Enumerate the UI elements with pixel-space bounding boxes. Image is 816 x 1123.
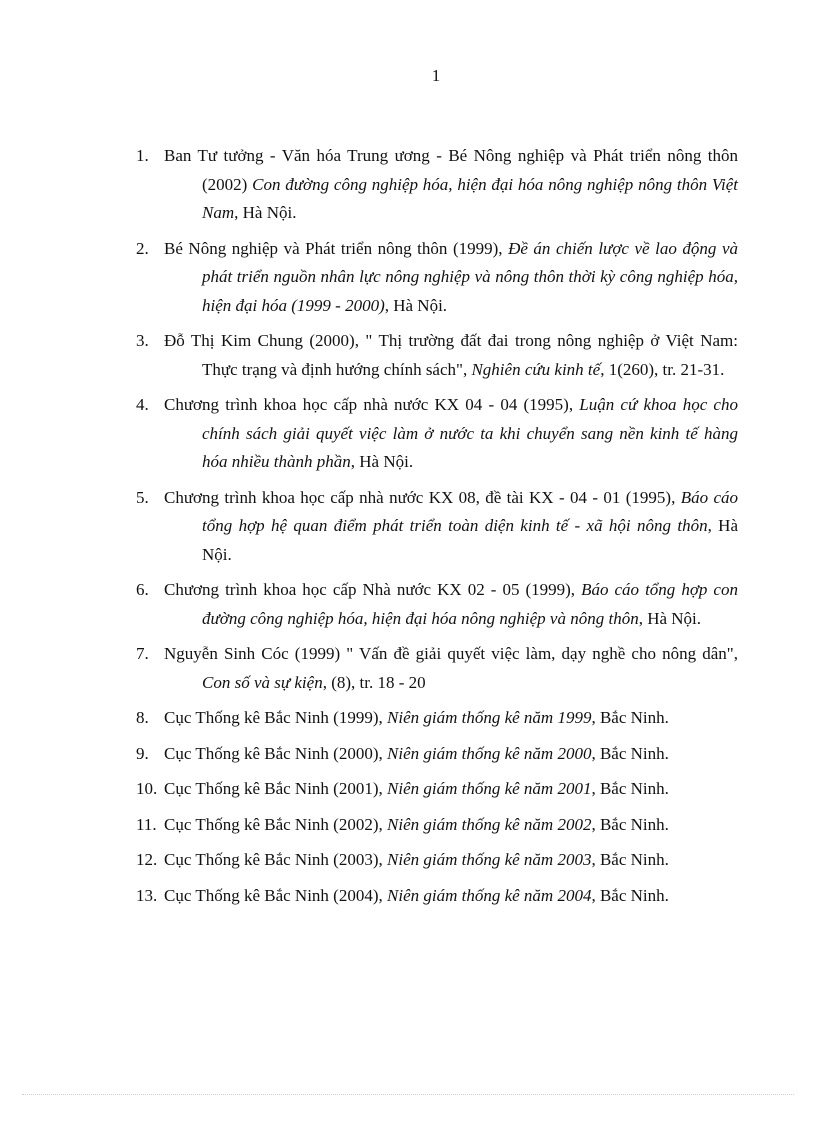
reference-authors: Cục Thống kê Bắc Ninh (2004), (164, 885, 388, 905)
reference-publisher: , Bắc Ninh. (591, 779, 669, 798)
reference-number: 11. (136, 814, 157, 834)
reference-title: Con số và sự kiện (202, 672, 323, 692)
page-number: 1 (431, 66, 441, 85)
reference-title: Báo cáo tổng hợp hệ quan điểm phát triển toàn diện kinh tế - xã hội nông thôn (202, 487, 738, 535)
reference-publisher: , Hà Nội. (202, 516, 738, 564)
reference-item (136, 775, 738, 804)
reference-authors: Nguyễn Sinh Cóc (1999) " Vấn đề giải quyết việc làm, dạy nghề cho nông dân", (164, 644, 738, 663)
reference-publisher: , 1(260), tr. 21-31. (600, 359, 725, 379)
reference-authors: Ban Tư tưởng - Văn hóa Trung ương - Bé Nông nghiệp và Phát triển nông thôn (2002) (164, 146, 738, 194)
reference-publisher: , Hà Nội. (384, 295, 448, 315)
reference-publisher: , Bắc Ninh. (591, 850, 669, 869)
reference-item (136, 484, 738, 570)
reference-number: 1. (136, 146, 149, 165)
reference-publisher: , Bắc Ninh. (591, 743, 669, 763)
reference-title: Con đường công nghiệp hóa, hiện đại hóa nông nghiệp nông thôn Việt Nam (202, 174, 738, 222)
reference-title: Báo cáo tổng hợp con đường công nghiệp hóa, hiện đại hóa nông nghiệp và nông thôn (202, 580, 738, 628)
reference-authors: Cục Thống kê Bắc Ninh (2000), (164, 743, 388, 763)
reference-title: Đề án chiến lược về lao động và phát triển nguồn nhân lực nông nghiệp và nông thôn thời kỳ công nghiệp hóa, hiện đại hóa (1999 - 2000) (202, 238, 738, 315)
reference-publisher: , Hà Nội. (234, 203, 297, 222)
reference-number: 8. (136, 708, 149, 727)
reference-number: 12. (136, 850, 158, 869)
reference-item (136, 391, 738, 477)
reference-list (136, 142, 738, 917)
reference-item (136, 740, 738, 769)
reference-number: 3. (136, 331, 149, 350)
reference-publisher: , Bắc Ninh. (591, 814, 669, 834)
reference-number: 10. (136, 779, 158, 798)
reference-title: Niên giám thống kê năm 2000 (387, 743, 592, 763)
page-bottom-divider (22, 1094, 794, 1095)
reference-publisher: , Bắc Ninh. (591, 708, 669, 727)
reference-authors: Chương trình khoa học cấp Nhà nước KX 02 - 05 (1999), (164, 580, 582, 599)
reference-title: Niên giám thống kê năm 2004 (387, 885, 592, 905)
reference-number: 6. (136, 580, 149, 599)
reference-authors: Đỗ Thị Kim Chung (2000), " Thị trường đất đai trong nông nghiệp ở Việt Nam: Thực trạng và định hướng chính sách", (164, 331, 738, 379)
reference-publisher: , Hà Nội. (638, 608, 702, 628)
reference-authors: Cục Thống kê Bắc Ninh (2001), (164, 779, 388, 798)
reference-authors: Chương trình khoa học cấp nhà nước KX 08, đề tài KX - 04 - 01 (1995), (164, 487, 681, 507)
reference-authors: Bé Nông nghiệp và Phát triển nông thôn (1999), (164, 238, 509, 258)
reference-publisher: , Bắc Ninh. (591, 885, 669, 905)
reference-publisher: , Hà Nội. (350, 452, 414, 471)
reference-title: Luận cứ khoa học cho chính sách giải quyết việc làm ở nước ta khi chuyển sang nền kinh tế hàng hóa nhiều thành phần (202, 395, 738, 471)
reference-number: 4. (136, 395, 149, 414)
reference-authors: Cục Thống kê Bắc Ninh (1999), (164, 708, 388, 727)
reference-item (136, 882, 738, 911)
reference-number: 7. (136, 644, 149, 663)
reference-authors: Chương trình khoa học cấp nhà nước KX 04 - 04 (1995), (164, 395, 580, 414)
reference-item (136, 846, 738, 875)
reference-item (136, 811, 738, 840)
reference-authors: Cục Thống kê Bắc Ninh (2003), (164, 850, 388, 869)
reference-title: Niên giám thống kê năm 2003 (387, 850, 592, 869)
reference-authors: Cục Thống kê Bắc Ninh (2002), (164, 814, 388, 834)
reference-number: 13. (136, 885, 158, 905)
reference-title: Niên giám thống kê năm 1999 (387, 708, 592, 727)
reference-item (136, 142, 738, 228)
reference-publisher: , (8), tr. 18 - 20 (322, 672, 426, 692)
reference-item (136, 327, 738, 384)
reference-item (136, 704, 738, 733)
reference-item (136, 576, 738, 633)
reference-title: Niên giám thống kê năm 2002 (387, 814, 592, 834)
reference-title: Nghiên cứu kinh tế (471, 359, 601, 379)
reference-number: 5. (136, 487, 149, 507)
reference-title: Niên giám thống kê năm 2001 (387, 779, 592, 798)
reference-item (136, 640, 738, 697)
reference-number: 2. (136, 238, 149, 258)
reference-item (136, 235, 738, 321)
reference-number: 9. (136, 743, 149, 763)
